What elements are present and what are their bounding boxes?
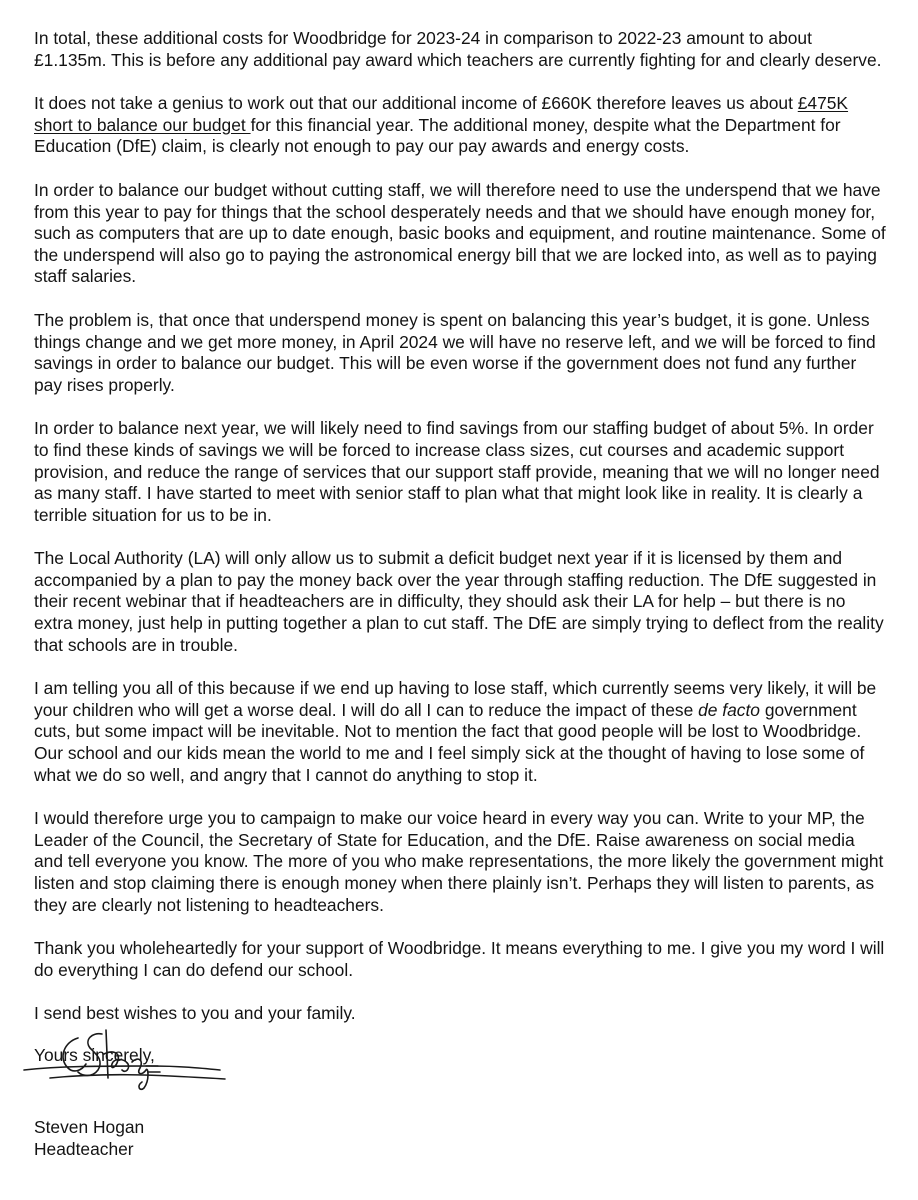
paragraph-reserve: The problem is, that once that underspend money is spent on balancing this year’s budget, it is gone. Unless things change and we get more money, in April 2024 we will have no reserve left, and we will be forced to find savings in order to balance our budget. This will be even worse if the government does not fund any further pay rises properly. — [34, 309, 876, 395]
shortfall-highlight: £475K short to balance our budget — [34, 93, 849, 135]
signature-block — [34, 1117, 144, 1160]
paragraph-income-shortfall — [34, 93, 886, 158]
paragraph-underspend: In order to balance our budget without cutting staff, we will therefore need to use the underspend that we have from this year to pay for things that the school desperately needs and that we should have enough money for, such as computers that are up to date enough, basic books and equipment, and routine maintenance. Some of the underspend will also go to paying the astronomical energy bill that we are locked into, as well as to paying staff salaries. — [34, 179, 886, 287]
paragraph-local-authority: The Local Authority (LA) will only allow us to submit a deficit budget next year if it is licensed by them and accompanied by a plan to pay the money back over the year through staffing reduction. The DfE suggested in their recent webinar that if headteachers are in difficulty, they should ask their LA for help – but there is no extra money, just help in putting together a plan to cut staff. The DfE are simply trying to deflect from the reality that schools are in trouble. — [34, 548, 884, 655]
impact-text-start: I am telling you all of this because if we end up having to lose staff, which currently seems very likely, it will be your children who will get a worse deal. I will do all I can to reduce the impact of these — [34, 678, 877, 720]
handwritten-signature — [20, 1020, 230, 1100]
paragraph-staffing-savings: In order to balance next year, we will likely need to find savings from our staffing budget of about 5%. In order to find these kinds of savings we will be forced to increase class sizes, cut courses and academic support provision, and reduce the range of services that our support staff provide, meaning that we will no longer need as many staff. I have started to meet with senior staff to plan what that might look like in reality. It is clearly a terrible situation for us to be in. — [34, 418, 880, 525]
paragraph-best-wishes: I send best wishes to you and your family. — [34, 1003, 356, 1024]
income-text: It does not take a genius to work out that our additional income of £660K therefore leaves us about — [34, 93, 798, 114]
signatory-role: Headteacher — [34, 1138, 134, 1159]
dfe-claim-text: for this financial year. The additional money, despite what the Department for Education (DfE) claim, is clearly not enough to pay our pay awards and energy costs. — [34, 114, 841, 157]
paragraph-additional-costs: In total, these additional costs for Woodbridge for 2023-24 in comparison to 2022-23 amount to about £1.135m. This is before any additional pay award which teachers are currently fighting for and clearly deserve. — [34, 28, 882, 70]
de-facto-text: de facto — [698, 699, 760, 720]
closing-salutation: Yours sincerely, — [34, 1044, 155, 1065]
paragraph-campaign: I would therefore urge you to campaign to make our voice heard in every way you can. Write to your MP, the Leader of the Council, the Secretary of State for Education, and the DfE. Raise awareness on social media and tell everyone you know. The more of you who make representations, the more likely the government might listen and stop claiming there is enough money when there plainly isn’t. Perhaps they will listen to parents, as they are clearly not listening to headteachers. — [34, 808, 884, 915]
letter-body — [34, 28, 886, 1089]
signatory-name: Steven Hogan — [34, 1117, 145, 1137]
paragraph-thanks: Thank you wholeheartedly for your support of Woodbridge. It means everything to me. I give you my word I will do everything I can do defend our school. — [34, 938, 885, 980]
paragraph-impact — [34, 678, 886, 786]
impact-text-end: government cuts, but some impact will be inevitable. Not to mention the fact that good people will be lost to Woodbridge. Our school and our kids mean the world to me and I feel simply sick at the thought of having to lose some of what we do so well, and angry that I cannot do anything to stop it. — [34, 699, 865, 785]
